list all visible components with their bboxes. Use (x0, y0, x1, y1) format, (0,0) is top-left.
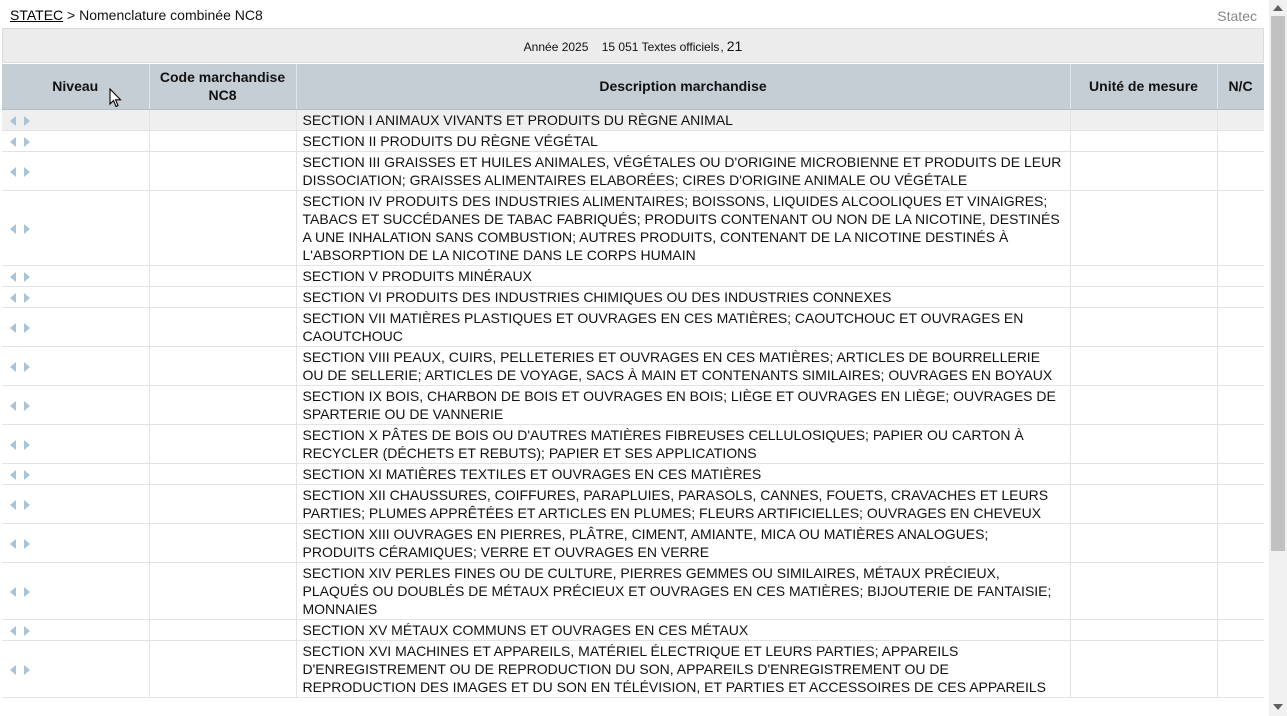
description-cell: SECTION VIII PEAUX, CUIRS, PELLETERIES ET OUVRAGES EN CES MATIÈRES; ARTICLES DE BOURRELLERIE OU DE SELLERIE; ARTICLES DE VOYAGE, SACS À MAIN ET CONTENANTS SIMILAIRES; OUVRAGES EN BOYAUX (296, 346, 1070, 385)
page-title: Nomenclature combinée NC8 (79, 7, 263, 23)
collapse-left-icon[interactable] (10, 626, 16, 636)
unite-cell (1070, 424, 1217, 463)
unite-cell (1070, 190, 1217, 265)
nc-cell (1217, 346, 1264, 385)
unite-cell (1070, 463, 1217, 484)
mouse-pointer-icon (109, 88, 123, 108)
description-cell: SECTION VII MATIÈRES PLASTIQUES ET OUVRAGES EN CES MATIÈRES; CAOUTCHOUC ET OUVRAGES EN CAOUTCHOUC (296, 307, 1070, 346)
unite-cell (1070, 130, 1217, 151)
table-row[interactable] (2, 562, 1264, 619)
collapse-left-icon[interactable] (10, 137, 16, 147)
collapse-left-icon[interactable] (10, 539, 16, 549)
unite-cell (1070, 307, 1217, 346)
expand-right-icon[interactable] (24, 587, 30, 597)
nc-cell (1217, 385, 1264, 424)
table-row[interactable] (2, 385, 1264, 424)
breadcrumb-separator: > (67, 7, 76, 23)
expand-right-icon[interactable] (24, 116, 30, 126)
expand-right-icon[interactable] (24, 272, 30, 282)
summary-comma: , (720, 40, 724, 54)
niveau-cell (2, 346, 149, 385)
expand-right-icon[interactable] (24, 665, 30, 675)
code-cell (149, 484, 296, 523)
unite-cell (1070, 109, 1217, 130)
vertical-scrollbar[interactable] (1269, 0, 1287, 716)
nc-cell (1217, 619, 1264, 640)
nc-cell (1217, 190, 1264, 265)
table-row[interactable] (2, 109, 1264, 130)
unite-cell (1070, 385, 1217, 424)
unite-cell (1070, 346, 1217, 385)
description-cell: SECTION II PRODUITS DU RÈGNE VÉGÉTAL (296, 130, 1070, 151)
code-cell (149, 523, 296, 562)
code-cell (149, 109, 296, 130)
code-cell (149, 190, 296, 265)
niveau-cell (2, 640, 149, 697)
code-cell (149, 346, 296, 385)
expand-right-icon[interactable] (24, 626, 30, 636)
nc-cell (1217, 130, 1264, 151)
nc-cell (1217, 484, 1264, 523)
statec-link[interactable]: STATEC (10, 7, 64, 23)
nc-cell (1217, 109, 1264, 130)
nc-cell (1217, 286, 1264, 307)
code-cell (149, 619, 296, 640)
code-cell (149, 151, 296, 190)
code-cell (149, 265, 296, 286)
niveau-cell (2, 562, 149, 619)
column-header-unite[interactable]: Unité de mesure (1070, 64, 1217, 109)
description-cell: SECTION XIV PERLES FINES OU DE CULTURE, PIERRES GEMMES OU SIMILAIRES, MÉTAUX PRÉCIEUX, PLAQUÉS OU DOUBLÉS DE MÉTAUX PRÉCIEUX ET OUVRAGES EN CES MATIÈRES; BIJOUTERIE DE FANTAISIE; MONNAIES (296, 562, 1070, 619)
niveau-cell (2, 424, 149, 463)
niveau-cell (2, 130, 149, 151)
niveau-cell (2, 286, 149, 307)
unite-cell (1070, 619, 1217, 640)
unite-cell (1070, 640, 1217, 697)
collapse-left-icon[interactable] (10, 440, 16, 450)
unite-cell (1070, 151, 1217, 190)
nc-cell (1217, 463, 1264, 484)
brand-label: Statec (1217, 8, 1257, 24)
nc-cell (1217, 265, 1264, 286)
table-row[interactable] (2, 265, 1264, 286)
column-header-code[interactable]: Code marchandise NC8 (149, 64, 296, 109)
table-row[interactable] (2, 346, 1264, 385)
niveau-cell (2, 484, 149, 523)
column-header-nc[interactable]: N/C (1217, 64, 1264, 109)
table-row[interactable] (2, 484, 1264, 523)
table-row[interactable] (2, 640, 1264, 697)
unite-cell (1070, 484, 1217, 523)
breadcrumb (10, 7, 263, 23)
niveau-cell (2, 307, 149, 346)
unite-cell (1070, 562, 1217, 619)
scroll-up-icon[interactable] (1273, 5, 1283, 11)
expand-right-icon[interactable] (24, 470, 30, 480)
description-cell: SECTION XVI MACHINES ET APPAREILS, MATÉRIEL ÉLECTRIQUE ET LEURS PARTIES; APPAREILS D'ENREGISTREMENT OU DE REPRODUCTION DU SON, APPAREILS D'ENREGISTREMENT OU DE REPRODUCTION DES IMAGES ET DU SON EN TÉLÉVISION, ET PARTIES ET ACCESSOIRES DE CES APPAREILS (296, 640, 1070, 697)
scroll-down-icon[interactable] (1273, 704, 1283, 710)
expand-right-icon[interactable] (24, 137, 30, 147)
year-label: Année 2025 (523, 40, 589, 54)
unite-cell (1070, 265, 1217, 286)
expand-right-icon[interactable] (24, 539, 30, 549)
expand-right-icon[interactable] (24, 440, 30, 450)
nc-cell (1217, 562, 1264, 619)
nomenclature-grid (2, 64, 1264, 716)
description-cell: SECTION XIII OUVRAGES EN PIERRES, PLÂTRE, CIMENT, AMIANTE, MICA OU MATIÈRES ANALOGUES; PRODUITS CÉRAMIQUES; VERRE ET OUVRAGES EN VERRE (296, 523, 1070, 562)
expand-right-icon[interactable] (24, 323, 30, 333)
description-cell: SECTION X PÂTES DE BOIS OU D'AUTRES MATIÈRES FIBREUSES CELLULOSIQUES; PAPIER OU CARTON À RECYCLER (DÉCHETS ET REBUTS); PAPIER ET SES APPLICATIONS (296, 424, 1070, 463)
expand-right-icon[interactable] (24, 362, 30, 372)
expand-right-icon[interactable] (24, 401, 30, 411)
nc-cell (1217, 424, 1264, 463)
code-cell (149, 463, 296, 484)
description-cell: SECTION V PRODUITS MINÉRAUX (296, 265, 1070, 286)
niveau-cell (2, 190, 149, 265)
column-header-description[interactable]: Description marchandise (296, 64, 1070, 109)
niveau-cell (2, 523, 149, 562)
unite-cell (1070, 286, 1217, 307)
collapse-left-icon[interactable] (10, 272, 16, 282)
table-row[interactable] (2, 151, 1264, 190)
niveau-cell (2, 619, 149, 640)
niveau-cell (2, 463, 149, 484)
nc-cell (1217, 640, 1264, 697)
niveau-cell (2, 385, 149, 424)
column-header-niveau[interactable]: Niveau (2, 64, 149, 109)
description-cell: SECTION XII CHAUSSURES, COIFFURES, PARAPLUIES, PARASOLS, CANNES, FOUETS, CRAVACHES ET LEURS PARTIES; PLUMES APPRÊTÉES ET ARTICLES EN PLUMES; FLEURS ARTIFICIELLES; OUVRAGES EN CHEVEUX (296, 484, 1070, 523)
niveau-cell (2, 265, 149, 286)
table-row[interactable] (2, 286, 1264, 307)
top-bar (0, 0, 1266, 28)
collapse-left-icon[interactable] (10, 470, 16, 480)
collapse-left-icon[interactable] (10, 500, 16, 510)
unite-cell (1070, 523, 1217, 562)
code-cell (149, 424, 296, 463)
description-cell: SECTION IX BOIS, CHARBON DE BOIS ET OUVRAGES EN BOIS; LIÈGE ET OUVRAGES EN LIÈGE; OUVRAGES DE SPARTERIE OU DE VANNERIE (296, 385, 1070, 424)
collapse-left-icon[interactable] (10, 323, 16, 333)
nc-cell (1217, 151, 1264, 190)
collapse-left-icon[interactable] (10, 587, 16, 597)
description-cell: SECTION III GRAISSES ET HUILES ANIMALES, VÉGÉTALES OU D'ORIGINE MICROBIENNE ET PRODUITS DE LEUR DISSOCIATION; GRAISSES ALIMENTAIRES ELABORÉES; CIRES D'ORIGINE ANIMALE OU VÉGÉTALE (296, 151, 1070, 190)
description-cell: SECTION IV PRODUITS DES INDUSTRIES ALIMENTAIRES; BOISSONS, LIQUIDES ALCOOLIQUES ET VINAIGRES; TABACS ET SUCCÉDANES DE TABAC FABRIQUÉS; PRODUITS CONTENANT OU NON DE LA NICOTINE, DESTINÉS A UNE INHALATION SANS COMBUSTION; AUTRES PRODUITS, CONTENANT DE LA NICOTINE DESTINÉS À L'ABSORPTION DE LA NICOTINE DANS LE CORPS HUMAIN (296, 190, 1070, 265)
code-cell (149, 562, 296, 619)
code-cell (149, 307, 296, 346)
table-row[interactable] (2, 130, 1264, 151)
code-cell (149, 130, 296, 151)
summary-bar (2, 28, 1264, 63)
table-row[interactable] (2, 463, 1264, 484)
texts-count: 15 051 Textes officiels (601, 40, 720, 54)
expand-right-icon[interactable] (24, 167, 30, 177)
description-cell: SECTION XV MÉTAUX COMMUNS ET OUVRAGES EN CES MÉTAUX (296, 619, 1070, 640)
collapse-left-icon[interactable] (10, 116, 16, 126)
description-cell: SECTION XI MATIÈRES TEXTILES ET OUVRAGES EN CES MATIÈRES (296, 463, 1070, 484)
code-cell (149, 640, 296, 697)
collapse-left-icon[interactable] (10, 224, 16, 234)
table-body (2, 109, 1264, 697)
table-row[interactable] (2, 523, 1264, 562)
expand-right-icon[interactable] (24, 293, 30, 303)
nomenclature-table (2, 64, 1264, 698)
table-row[interactable] (2, 424, 1264, 463)
table-row[interactable] (2, 619, 1264, 640)
niveau-cell (2, 109, 149, 130)
collapse-left-icon[interactable] (10, 665, 16, 675)
nc-cell (1217, 523, 1264, 562)
description-cell: SECTION VI PRODUITS DES INDUSTRIES CHIMIQUES OU DES INDUSTRIES CONNEXES (296, 286, 1070, 307)
collapse-left-icon[interactable] (10, 401, 16, 411)
summary-number: 21 (726, 38, 743, 54)
table-row[interactable] (2, 190, 1264, 265)
niveau-cell (2, 151, 149, 190)
expand-right-icon[interactable] (24, 224, 30, 234)
nc-cell (1217, 307, 1264, 346)
table-row[interactable] (2, 307, 1264, 346)
collapse-left-icon[interactable] (10, 362, 16, 372)
scroll-thumb[interactable] (1271, 16, 1285, 551)
code-cell (149, 385, 296, 424)
collapse-left-icon[interactable] (10, 293, 16, 303)
collapse-left-icon[interactable] (10, 167, 16, 177)
code-cell (149, 286, 296, 307)
expand-right-icon[interactable] (24, 500, 30, 510)
description-cell: SECTION I ANIMAUX VIVANTS ET PRODUITS DU RÈGNE ANIMAL (296, 109, 1070, 130)
